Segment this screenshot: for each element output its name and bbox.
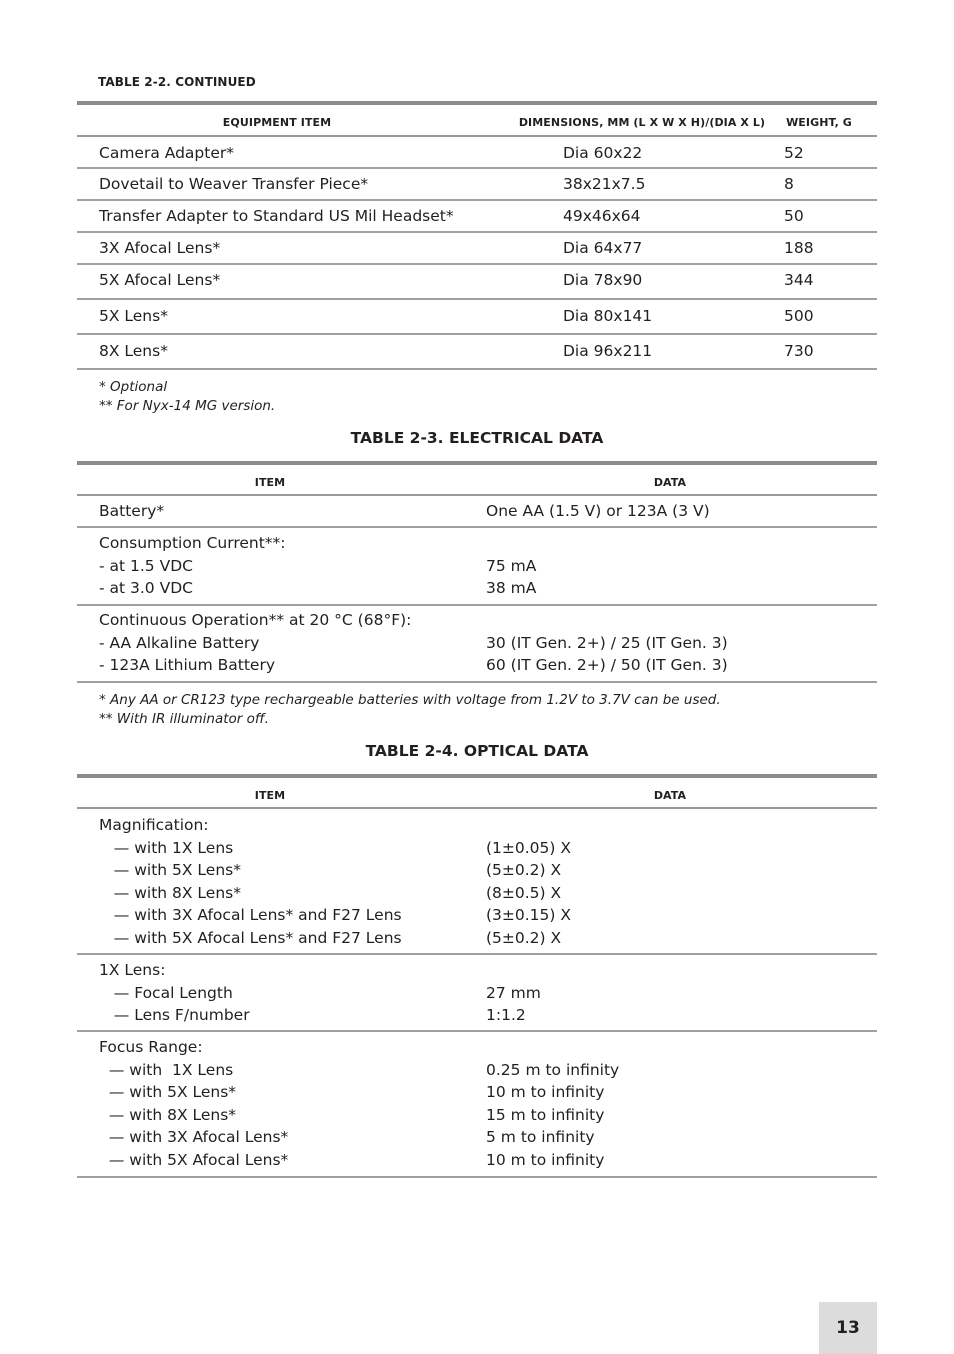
cell-data: 75 mA 38 mA — [486, 556, 537, 598]
page-number: 13 — [819, 1302, 877, 1354]
cell-dimensions: Dia 60x22 — [563, 144, 643, 162]
table-row — [77, 137, 877, 169]
cell-weight: 8 — [784, 175, 794, 193]
cell-data: 27 mm 1:1.2 — [486, 983, 541, 1025]
table-2-2 — [77, 101, 877, 370]
cell-dimensions: 49x46x64 — [563, 207, 641, 225]
cell-item: Transfer Adapter to Standard US Mil Headset* — [99, 207, 454, 225]
cell-weight: 500 — [784, 307, 814, 325]
table-row — [77, 300, 877, 335]
cell-item: 8X Lens* — [99, 342, 168, 360]
table-row — [77, 201, 877, 233]
table-header — [77, 105, 877, 137]
table-2-4 — [77, 774, 877, 1178]
cell-item: 5X Lens* — [99, 307, 168, 325]
cell-weight: 50 — [784, 207, 804, 225]
header-data: DATA — [653, 789, 687, 802]
cell-weight: 52 — [784, 144, 804, 162]
cell-data: (1±0.05) X (5±0.2) X (8±0.5) X (3±0.15) X (5±0.2) X — [486, 838, 572, 947]
note-line: ** With IR illuminator off. — [99, 711, 269, 727]
header-data: DATA — [653, 476, 687, 489]
note-line: ** For Nyx-14 MG version. — [99, 398, 276, 414]
header-dimensions: DIMENSIONS, MM (L X W X H)/(DIA X L) — [518, 116, 766, 129]
table-row — [77, 1032, 877, 1178]
cell-weight: 730 — [784, 342, 814, 360]
cell-item: 3X Afocal Lens* — [99, 239, 221, 257]
cell-item: Continuous Operation** at 20 °C (68°F): - AA Alkaline Battery - 123A Lithium Battery — [99, 611, 412, 675]
cell-data: One AA (1.5 V) or 123A (3 V) — [486, 502, 710, 520]
table-header — [77, 778, 877, 809]
cell-dimensions: Dia 78x90 — [563, 271, 643, 289]
table-2-3-caption: TABLE 2-3. ELECTRICAL DATA — [350, 429, 604, 447]
table-2-2-caption: TABLE 2-2. CONTINUED — [98, 75, 256, 89]
table-row — [77, 169, 877, 201]
table-2-3-notes — [99, 691, 721, 729]
header-item: ITEM — [254, 789, 286, 802]
cell-item: Focus Range: — with 1X Lens — with 5X Lens* — with 8X Lens* — with 3X Afocal Lens* — with 5X Afocal Lens* — [99, 1038, 289, 1169]
table-header — [77, 465, 877, 496]
cell-item: Dovetail to Weaver Transfer Piece* — [99, 175, 369, 193]
table-row — [77, 528, 877, 606]
cell-dimensions: Dia 96x211 — [563, 342, 653, 360]
table-2-3 — [77, 461, 877, 683]
cell-item: Magnification: — with 1X Lens — with 5X Lens* — with 8X Lens* — with 3X Afocal Lens* and F27 Lens — with 5X Afocal Lens* and F27 Lens — [99, 816, 402, 947]
cell-dimensions: Dia 64x77 — [563, 239, 643, 257]
header-item: ITEM — [254, 476, 286, 489]
cell-data: 30 (IT Gen. 2+) / 25 (IT Gen. 3) 60 (IT Gen. 2+) / 50 (IT Gen. 3) — [486, 633, 728, 675]
cell-item: 5X Afocal Lens* — [99, 271, 221, 289]
table-row — [77, 606, 877, 683]
cell-weight: 344 — [784, 271, 814, 289]
note-line: * Any AA or CR123 type rechargeable batteries with voltage from 1.2V to 3.7V can be used. — [99, 692, 721, 708]
table-2-2-notes — [99, 378, 275, 416]
cell-weight: 188 — [784, 239, 814, 257]
table-row — [77, 809, 877, 955]
table-row — [77, 955, 877, 1032]
header-equipment-item: EQUIPMENT ITEM — [222, 116, 332, 129]
cell-dimensions: 38x21x7.5 — [563, 175, 646, 193]
header-weight: WEIGHT, G — [786, 116, 852, 129]
table-row — [77, 233, 877, 265]
note-line: * Optional — [99, 379, 168, 395]
cell-data: 0.25 m to infinity 10 m to infinity 15 m to infinity 5 m to infinity 10 m to infinity — [486, 1060, 620, 1169]
table-row — [77, 335, 877, 370]
cell-dimensions: Dia 80x141 — [563, 307, 653, 325]
cell-item: Battery* — [99, 502, 165, 520]
cell-item: 1X Lens: — Focal Length — Lens F/number — [99, 961, 250, 1025]
cell-item: Consumption Current**: - at 1.5 VDC - at 3.0 VDC — [99, 534, 286, 598]
table-2-4-caption: TABLE 2-4. OPTICAL DATA — [365, 742, 589, 760]
cell-item: Camera Adapter* — [99, 144, 234, 162]
table-row — [77, 496, 877, 528]
table-row — [77, 265, 877, 300]
